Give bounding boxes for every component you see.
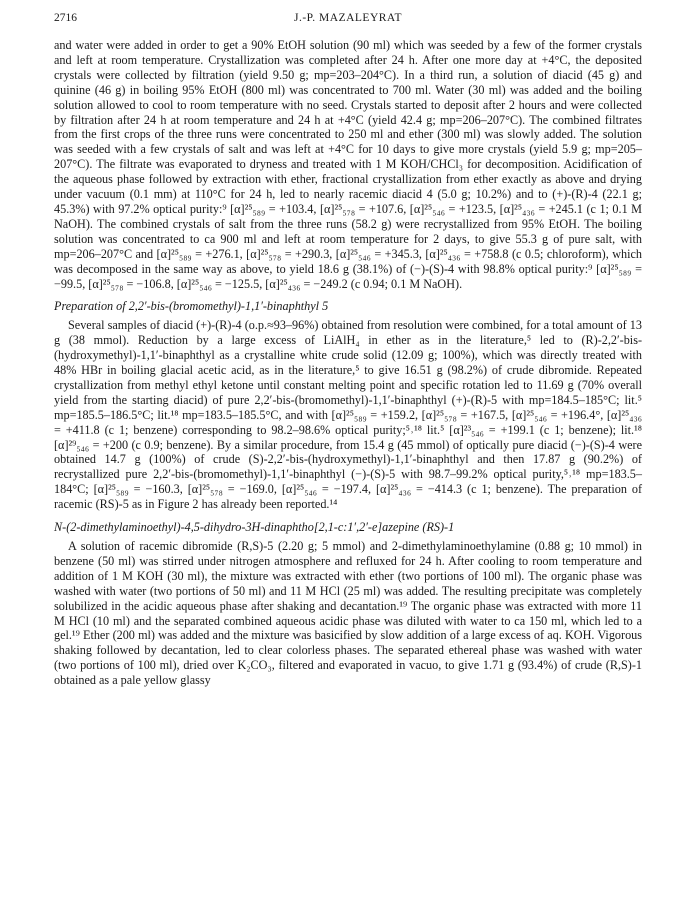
- running-head-author: J.-P. MAZALEYRAT: [294, 12, 402, 24]
- paragraph-azepine-preparation: A solution of racemic dibromide (R,S)-5 (2.20 g; 5 mmol) and 2-dimethylaminoethylamine (0.88 g; 10 mmol) in benzene (50 ml) was stirred under nitrogen atmosphere and refluxed for 24 h. After cooling to room temperature and addition of 1 M KOH (30 ml), the mixture was extracted with ether (two portions of 100 ml). The organic phase was washed with water (two portions of 50 ml) and 11 M HCl (25 ml) was added. The resulting precipitate was completely solubilized in the acidic aqueous phase after shaking and decantation.¹⁹ The organic phase was extracted with more 11 M HCl (10 ml) and the separated combined aqueous acidic phase was diluted with water to ca 150 ml, which led to a gel.¹⁹ Ether (200 ml) was added and the mixture was basicified by slow addition of a large excess of aq. KOH. Vigorous shaking followed by decantation, led to clear colorless phases. The separated ethereal phase was washed with water (two portions of 100 ml), dried over K₂CO₃, filtered and evaporated in vacuo, to give 1.71 g (93.4%) of crude (R,S)-1 obtained as a pale yellow glassy: [54, 539, 642, 688]
- paragraph-resolution-continued: and water were added in order to get a 90% EtOH solution (90 ml) which was seeded by a few of the former crystals and left at room temperature. Crystallization was completed after 24 h. After one more day at +4°C, the deposited crystals were collected by filtration (yield 9.50 g; mp=203–204°C). In a third run, a solution of diacid (45 g) and quinine (46 g) in boiling 95% EtOH (800 ml) was concentrated to 700 ml. Water (30 ml) was added and the boiling solution allowed to cool to room temperature with no seed. Crystals started to deposit after 2 hours and were collected by filtration after 24 h at room temperature and 24 h at +4°C (yield 42.4 g; mp=206–207°C). The combined filtrates from the first crops of the three runs were concentrated to 250 ml and ether (300 ml) was slowly added. The solution was seeded with a few crystals of salt and was left at +4°C for 10 days to give more crystals (yield 5.9 g; mp=205–207°C). The filtrate was evaporated to dryness and treated with 1 M KOH/CHCl₃ for decomposition. Acidification of the aqueous phase followed by extraction with ether, fractional crystallization from ether exactly as above and drying under vacuum (0.1 mm) at 110°C for 24 h, led to nearly racemic diacid 4 (5.0 g; 10.2%) and to (+)-(R)-4 (22.1 g; 45.3%) with 97.2% optical purity:⁹ [α]²⁵₅₈₉ = +103.4, [α]²⁵₅₇₈ = +107.6, [α]²⁵₅₄₆ = +123.5, [α]²⁵₄₃₆ = +245.1 (c 1; 0.1 M NaOH). The combined crystals of salt from the three runs (58.2 g) were recrystallized from 95% EtOH. The boiling solution was concentrated to ca 900 ml and left at room temperature for 2 days, to give 55.3 g of pure salt, with mp=206–207°C and [α]²⁵₅₈₉ = +276.1, [α]²⁵₅₇₈ = +290.3, [α]²⁵₅₄₆ = +345.3, [α]²⁵₄₃₆ = +758.8 (c 0.5; chloroform), which was decomposed in the same way as above, to yield 18.6 g (38.1%) of (−)-(S)-4 with 98.8% optical purity:⁹ [α]²⁵₅₈₉ = −99.5, [α]²⁵₅₇₈ = −106.8, [α]²⁵₅₄₆ = −125.5, [α]²⁵₄₃₆ = −249.2 (c 0.94; 0.1 M NaOH).: [54, 38, 642, 291]
- body-text: [54, 38, 642, 688]
- section-heading-azepine: N-(2-dimethylaminoethyl)-4,5-dihydro-3H-dinaphtho[2,1-c:1′,2′-e]azepine (RS)-1: [54, 520, 455, 535]
- section-heading-bromomethyl: Preparation of 2,2′-bis-(bromomethyl)-1,1′-binaphthyl 5: [54, 299, 329, 314]
- page-number: 2716: [54, 12, 77, 24]
- running-header: [54, 12, 642, 28]
- paragraph-bromomethyl-preparation: Several samples of diacid (+)-(R)-4 (o.p.≈93–96%) obtained from resolution were combined, for a total amount of 13 g (38 mmol). Reduction by a large excess of LiAlH₄ in ether as in the literature,⁵ led to (R)-2,2′-bis-(hydroxymethyl)-1,1′-binaphthyl as a crystalline white crude solid (12.09 g; 100%), which was directly treated with 48% HBr in boiling glacial acetic acid, as in the literature,⁵ to give 16.51 g (98.2%) of crude dibromide. Repeated crystallization from methyl ethyl ketone until constant melting point and specific rotation led to 11.69 g (70% overall yield from the starting diacid) of pure 2,2′-bis-(bromomethyl)-1,1′-binaphthyl (+)-(R)-5 with mp=184.5–185°C; lit.⁵ mp=185.5–186.5°C; lit.¹⁸ mp=183.5–185.5°C, and with [α]²⁵₅₈₉ = +159.2, [α]²⁵₅₇₈ = +167.5, [α]²⁵₅₄₆ = +196.4°, [α]²⁵₄₃₆ = +411.8 (c 1; benzene) corresponding to 98.2–98.6% optical purity;⁵˒¹⁸ lit.⁵ [α]²³₅₄₆ = +199.1 (c 1; benzene); lit.¹⁸ [α]²⁹₅₄₆ = +200 (c 0.9; benzene). By a similar procedure, from 15.4 g (45 mmol) of optically pure diacid (−)-(S)-4 were obtained 14.7 g (100%) of crude (S)-2,2′-bis-(hydroxymethyl)-1,1′-binaphthyl and then 17.87 g (90.2%) of recrystallized pure 2,2′-bis-(bromomethyl)-1,1′-binaphthyl (−)-(S)-5 with 98.7–99.2% optical purity,⁵˒¹⁸ mp=183.5–184°C; [α]²⁵₅₈₉ = −160.3, [α]²⁵₅₇₈ = −169.0, [α]²⁵₅₄₆ = −197.4, [α]²⁵₄₃₆ = −414.3 (c 1; benzene). The preparation of racemic (RS)-5 as in Figure 2 has already been reported.¹⁴: [54, 318, 642, 512]
